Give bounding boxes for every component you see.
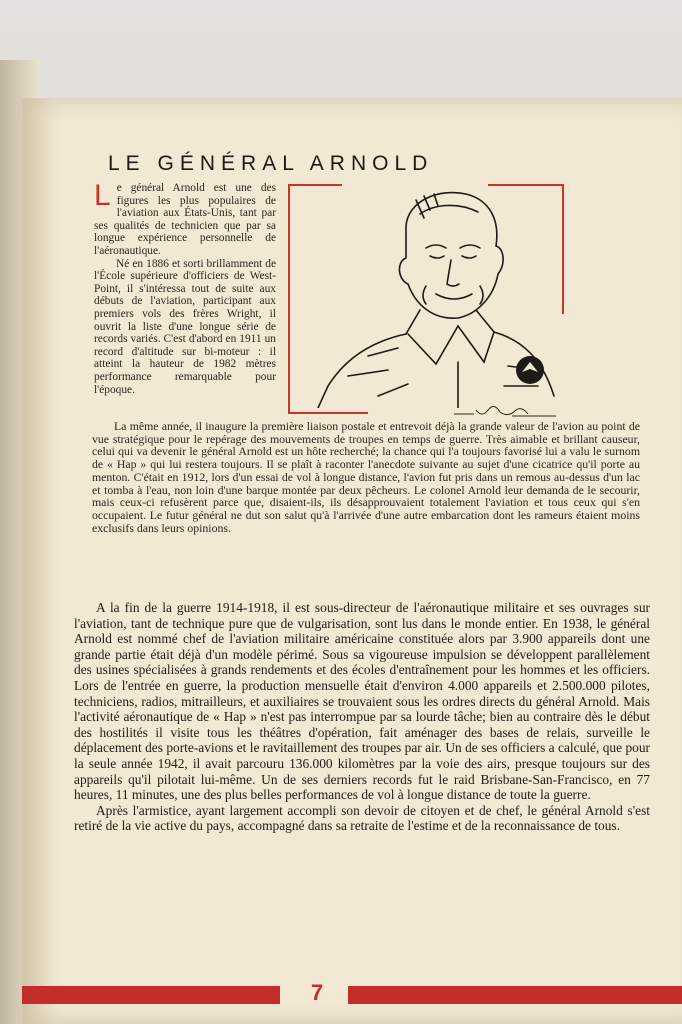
page-number: 7	[310, 980, 324, 1005]
page-title: LE GÉNÉRAL ARNOLD	[108, 152, 434, 175]
anecdote-paragraph: La même année, il inaugure la première liaison postale et entrevoit déjà la grande valeur de l'avion au point de vue stratégique pour le repérage des mouvements de troupes en temps de guerre. Très aimable et brillant causeur, celui qui va devenir le général Arnold est un hôte recherché; la chance qui l'a toujours favorisé lui a valu le surnom de « Hap » qui lui restera toujours. Il se plaît à raconter l'anecdote suivante au sujet d'une cicatrice qu'il porte au menton. C'était en 1912, lors d'un essai de vol à longue distance, l'avion fut pris dans un remous au-dessus d'un lac et tomba à l'eau, non loin d'une barque montée par deux pêcheurs. Le colonel Arnold leur demanda de le secourir, mais ceux-ci refusèrent parce que, disaient-ils, ils désapprouvaient totalement l'aviation et tous ceux qui s'en occupaient. Le futur général ne dut son salut qu'à l'arrivée d'une autre embarcation dont les rameurs étaient moins exclusifs dans leurs opinions.	[92, 419, 640, 535]
career-paragraph: A la fin de la guerre 1914-1918, il est sous-directeur de l'aéronautique militaire et ses ouvrages sur l'aviation, tant de technique pure que de vulgarisation, sont lus dans le monde entier. En 1938, le général Arnold est nommé chef de l'aviation militaire américaine constituée alors par 3.900 appareils dont une grande partie était déjà d'un modèle périmé. Sous sa vigoureuse impulsion se développent parallèlement des usines spécialisées à grands rendements et des écoles d'entraînement pour les hommes et les officiers. Lors de l'entrée en guerre, la production mensuelle était d'environ 4.000 appareils et 2.500.000 pilotes, techniciens, radios, mitrailleurs, et auxiliaires se trouvaient sous les ordres directs du général Arnold. Mais l'activité aéronautique de « Hap » n'est pas interrompue par sa lourde tâche; bien au contraire dès le début des hostilités il visite tous les théâtres d'opération, fait aménager des bases de relais, surveille le déplacement des porte-avions et le ravitaillement des troupes par air. Un de ses officiers a calculé, que pour la seule année 1942, il avait parcouru 136.000 kilomètres par la voie des airs, presque toujours sur des appareils qu'il pilotait lui-même. Un de ses derniers records fut le raid Brisbane-San-Francisco, en 77 heures, 11 minutes, une des plus belles performances de vol à longue distance de toute la guerre.	[74, 600, 650, 803]
frame-bracket-right	[562, 184, 564, 314]
footer-rule-right	[348, 986, 682, 1004]
book-page	[22, 98, 682, 1024]
anecdote-section	[92, 420, 640, 534]
biography-paragraph: Né en 1886 et sorti brillamment de l'École supérieure d'officiers de West-Point, il s'intéressa tout de suite aux débuts de l'aviation, participant aux premiers vols des frères Wright, il ouvrit la liste d'une longue série de records variés. C'est d'abord en 1911 un record d'altitude sur bi-moteur : il atteint la hauteur de 1982 mètres performance remarquable pour l'époque.	[94, 257, 276, 396]
drop-cap: L	[94, 179, 111, 212]
portrait-frame	[288, 184, 564, 414]
footer-rule-left	[22, 986, 280, 1004]
intro-column	[94, 179, 276, 396]
frame-bracket-left	[288, 184, 290, 414]
intro-paragraph: e général Arnold est une des figures les plus populaires de l'aviation aux États-Unis, tant par ses qualités de technicien que par sa longue expérience personnelle de l'aéronautique.	[94, 182, 276, 257]
career-section	[74, 600, 650, 834]
retirement-paragraph: Après l'armistice, ayant largement accompli son devoir de citoyen et de chef, le général Arnold s'est retiré de la vie active du pays, accompagné dans sa retraite de l'estime et de la reconnaissance de tous.	[74, 802, 650, 834]
artist-signature	[452, 404, 562, 420]
frame-bracket-bottom-left	[288, 412, 368, 414]
general-arnold-portrait-illustration	[308, 186, 558, 408]
